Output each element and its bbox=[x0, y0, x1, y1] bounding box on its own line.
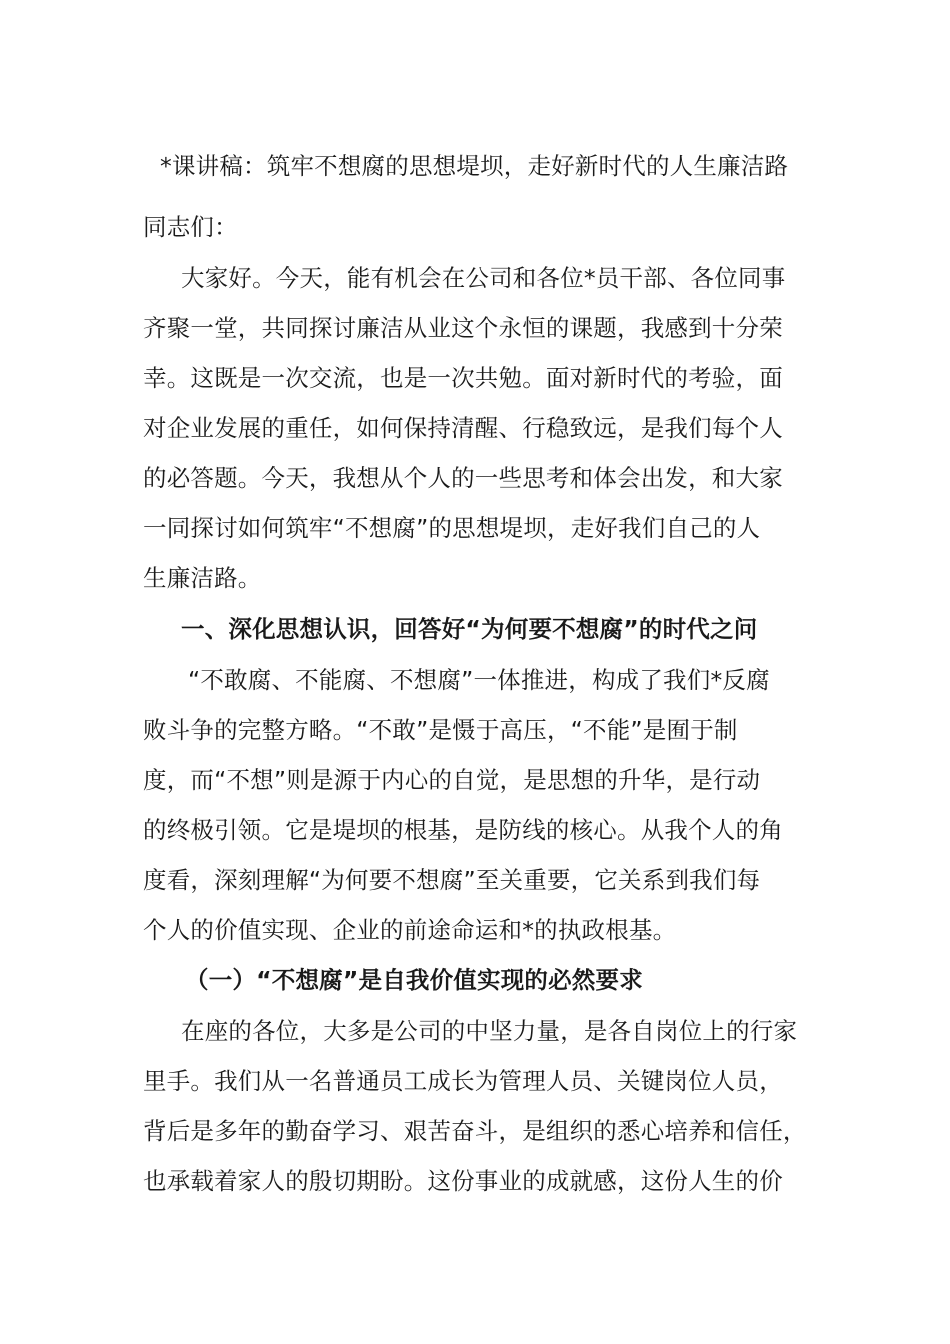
intro-line: 对企业发展的重任，如何保持清醒、行稳致远，是我们每个人 bbox=[143, 414, 783, 442]
intro-line: 的必答题。今天，我想从个人的一些思考和体会出发，和大家 bbox=[143, 464, 783, 492]
subsection-line: 也承载着家人的殷切期盼。这份事业的成就感，这份人生的价 bbox=[143, 1167, 783, 1195]
intro-line: 生廉洁路。 bbox=[143, 564, 262, 592]
document-title: *课讲稿：筑牢不想腐的思想堤坝，走好新时代的人生廉洁路 bbox=[160, 152, 789, 180]
section-line: 的终极引领。它是堤坝的根基，是防线的核心。从我个人的角 bbox=[143, 816, 783, 844]
section-heading: 一、深化思想认识，回答好“为何要不想腐”的时代之问 bbox=[181, 615, 758, 643]
section-line: 败斗争的完整方略。“不敢”是慑于高压，“不能”是囿于制 bbox=[143, 716, 738, 744]
intro-line: 幸。这既是一次交流，也是一次共勉。面对新时代的考验，面 bbox=[143, 364, 783, 392]
intro-line: 齐聚一堂，共同探讨廉洁从业这个永恒的课题，我感到十分荣 bbox=[143, 314, 783, 342]
subsection-line: 里手。我们从一名普通员工成长为管理人员、关键岗位人员， bbox=[143, 1067, 783, 1095]
greeting: 同志们： bbox=[143, 213, 238, 241]
section-line: 个人的价值实现、企业的前途命运和*的执政根基。 bbox=[143, 916, 677, 944]
section-line: 度，而“不想”则是源于内心的自觉，是思想的升华，是行动 bbox=[143, 766, 761, 794]
section-line: “不敢腐、不能腐、不想腐”一体推进，构成了我们*反腐 bbox=[188, 666, 770, 694]
intro-line: 一同探讨如何筑牢“不想腐”的思想堤坝，走好我们自己的人 bbox=[143, 514, 761, 542]
intro-line: 大家好。今天，能有机会在公司和各位*员干部、各位同事 bbox=[181, 264, 786, 292]
section-line: 度看，深刻理解“为何要不想腐”至关重要，它关系到我们每 bbox=[143, 866, 761, 894]
subsection-line: 在座的各位，大多是公司的中坚力量，是各自岗位上的行家 bbox=[181, 1017, 798, 1045]
subsection-line: 背后是多年的勤奋学习、艰苦奋斗，是组织的悉心培养和信任， bbox=[143, 1117, 807, 1145]
subsection-heading: （一）“不想腐”是自我价值实现的必然要求 bbox=[185, 966, 643, 994]
